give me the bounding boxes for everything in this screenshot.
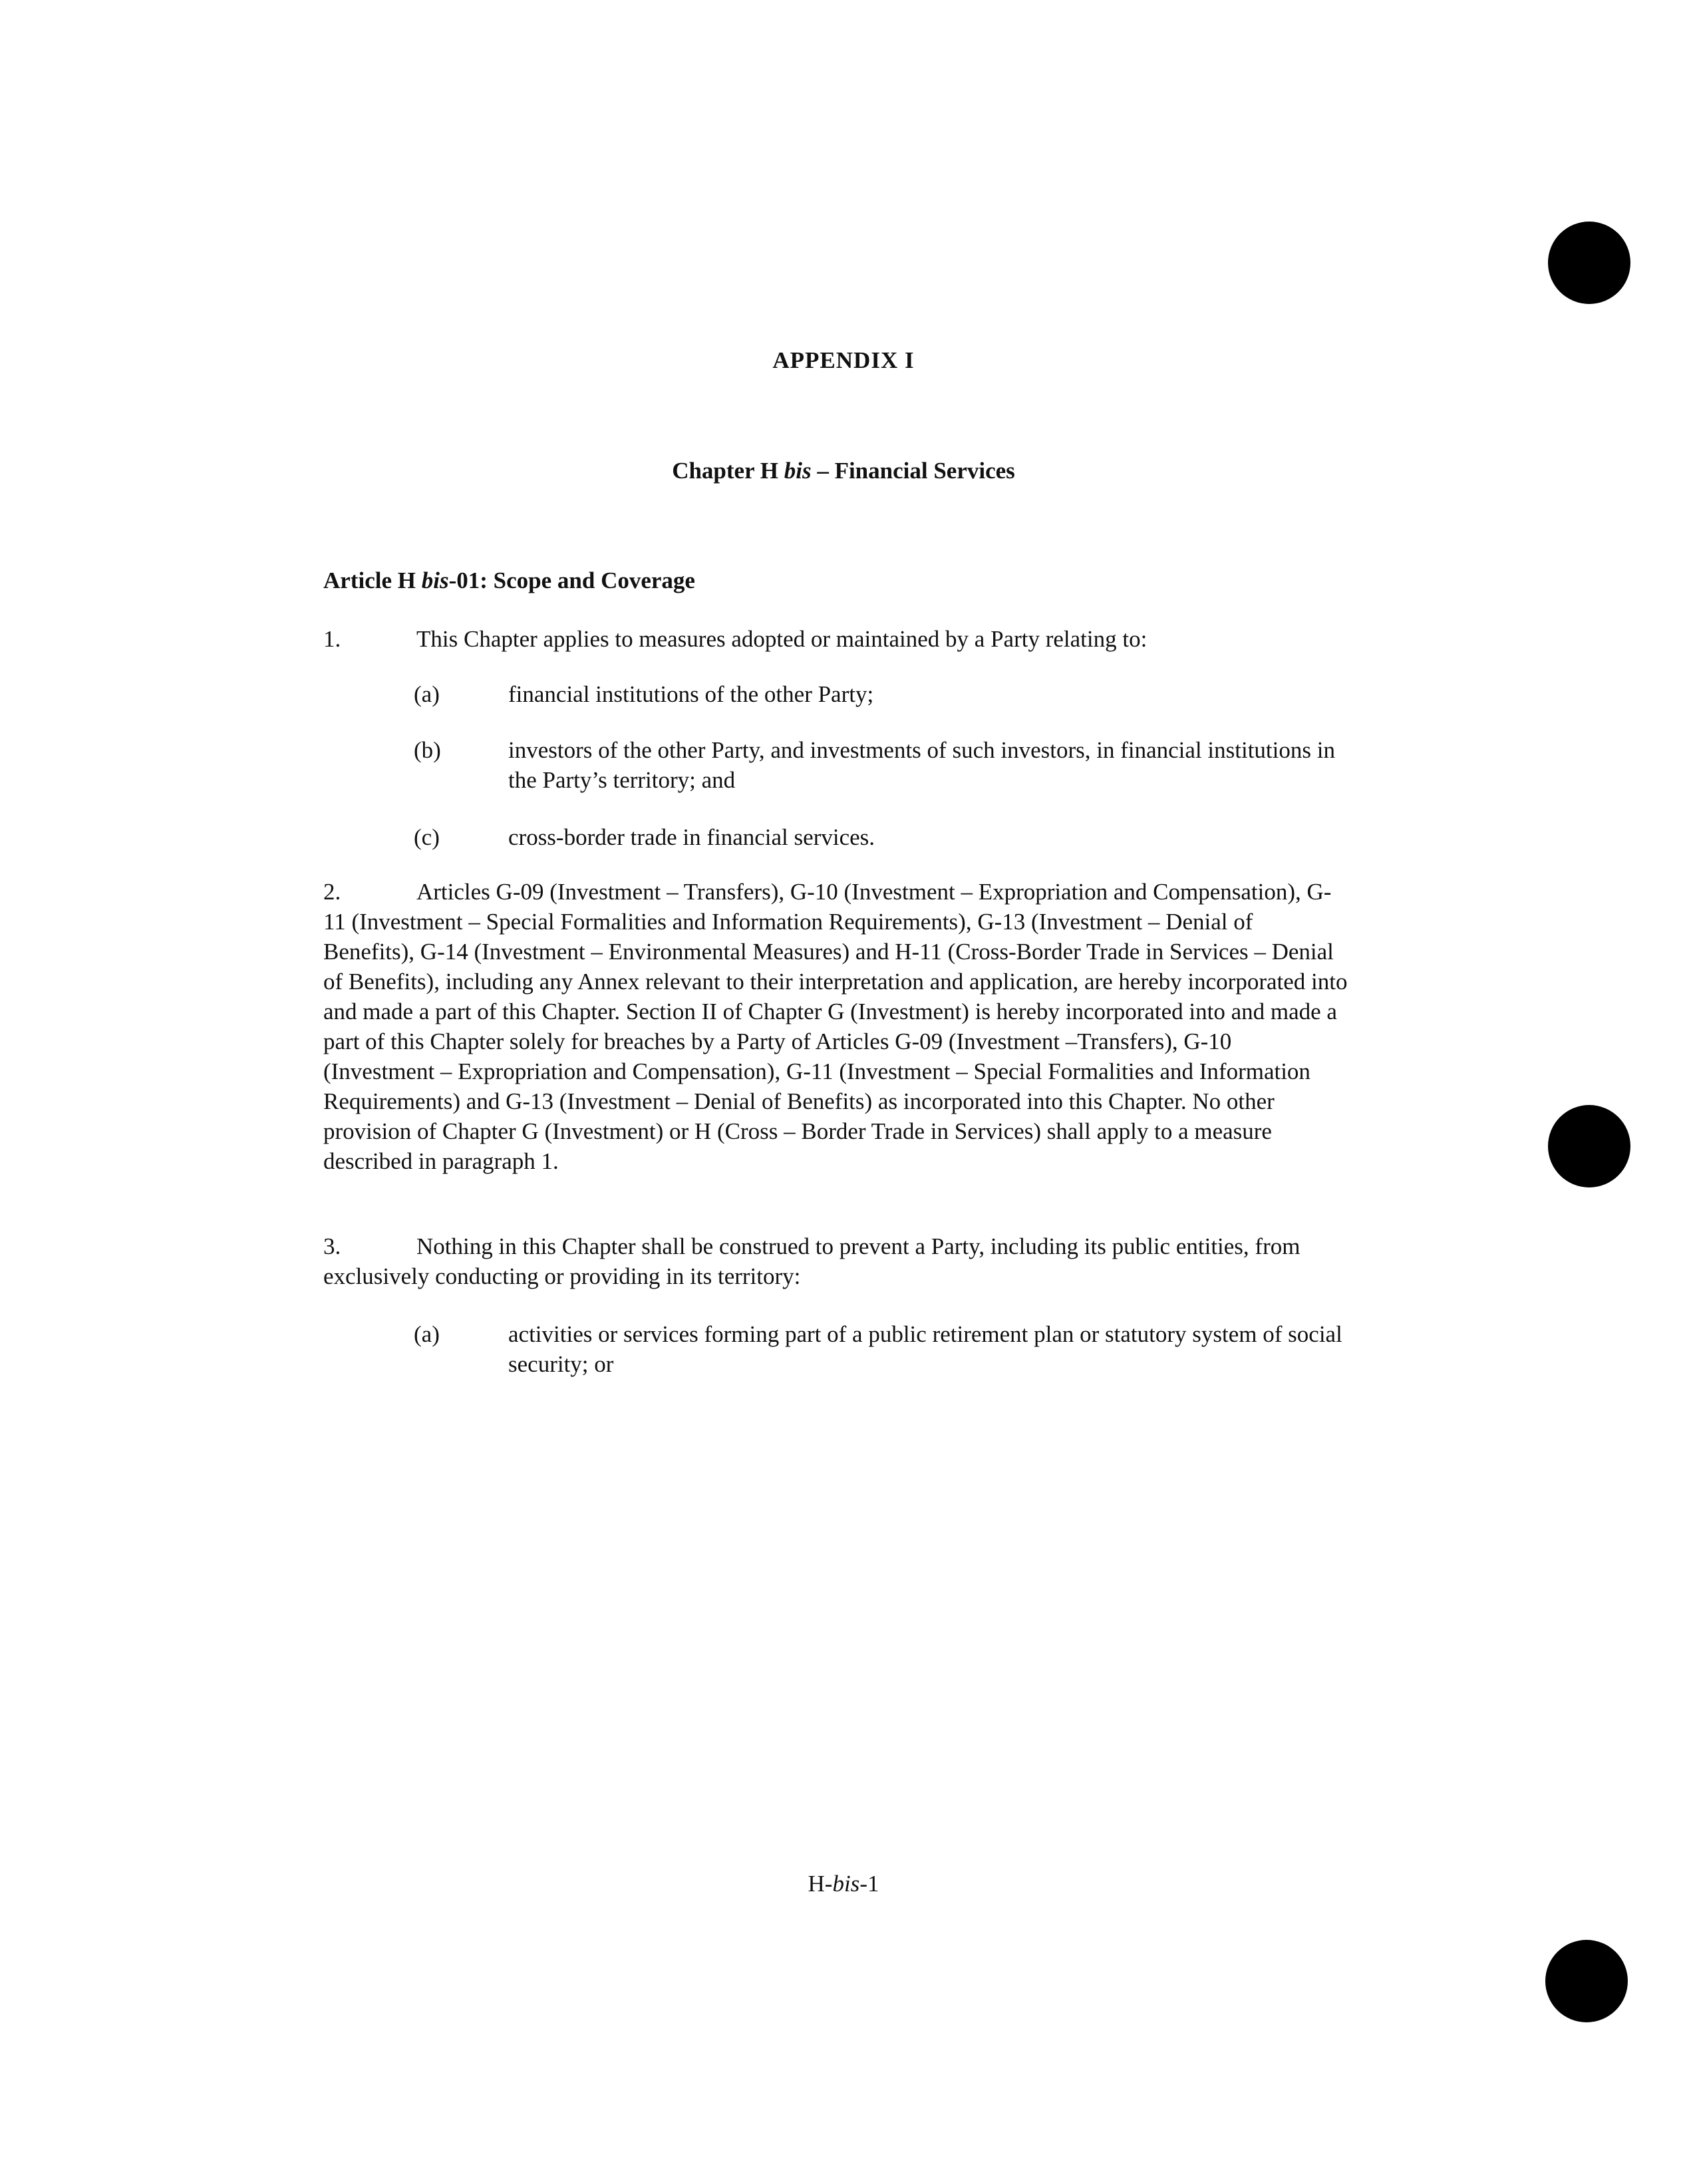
chapter-title-italic: bis [784, 458, 812, 484]
paragraph-1 [323, 624, 1348, 654]
paragraph-text: Nothing in this Chapter shall be construed to prevent a Party, including its public entities, from exclusively conducting or providing in its territory: [323, 1233, 1301, 1289]
article-heading-italic: bis [421, 567, 449, 593]
paragraph-text: Articles G-09 (Investment – Transfers), G-10 (Investment – Expropriation and Compensation), G-11 (Investment – Special Formalities and Information Requirements), G-13 (Investment – Denial of Benefits), G-14 (Investment – Environmental Measures) and H-11 (Cross-Border Trade in Services – Denial of Benefits), including any Annex relevant to their interpretation and application, are hereby incorporated into and made a part of this Chapter. Section II of Chapter G (Investment) is hereby incorporated into and made a part of this Chapter solely for breaches by a Party of Articles G-09 (Investment –Transfers), G-10 (Investment – Expropriation and Compensation), G-11 (Investment – Special Formalities and Information Requirements) and G-13 (Investment – Denial of Benefits) as incorporated into this Chapter. No other provision of Chapter G (Investment) or H (Cross – Border Trade in Services) shall apply to a measure described in paragraph 1. [323, 879, 1348, 1174]
paragraph-text: This Chapter applies to measures adopted or maintained by a Party relating to: [416, 626, 1148, 652]
page-number-suffix: -1 [859, 1871, 879, 1897]
list-item-label: (c) [414, 824, 440, 850]
list-item-text: investors of the other Party, and investments of such investors, in financial institutions in the Party’s territory; and [508, 737, 1335, 793]
paragraph-2 [323, 877, 1348, 1176]
page-number-prefix: H- [808, 1871, 833, 1897]
chapter-title-prefix: Chapter H [672, 458, 784, 484]
list-item-label: (a) [414, 681, 440, 707]
article-heading-prefix: Article H [323, 567, 422, 593]
punch-hole-icon [1548, 222, 1630, 304]
list-item-text: activities or services forming part of a public retirement plan or statutory system of social security; or [508, 1321, 1342, 1377]
page-number [0, 1871, 1687, 1897]
list-item-label: (b) [414, 737, 441, 763]
paragraph-3 [323, 1231, 1348, 1291]
page-number-italic: bis [832, 1871, 860, 1897]
article-heading [323, 567, 695, 594]
list-item-text: cross-border trade in financial services. [508, 824, 875, 850]
paragraph-number: 2. [323, 879, 341, 905]
punch-hole-icon [1548, 1105, 1630, 1187]
paragraph-number: 1. [323, 626, 341, 652]
punch-hole-icon [1545, 1940, 1628, 2022]
chapter-title [0, 458, 1687, 484]
appendix-title: APPENDIX I [772, 347, 915, 373]
list-item-text: financial institutions of the other Party; [508, 681, 874, 707]
list-item-label: (a) [414, 1321, 440, 1347]
paragraph-number: 3. [323, 1233, 341, 1259]
chapter-title-suffix: – Financial Services [811, 458, 1015, 484]
article-heading-suffix: -01: Scope and Coverage [448, 567, 695, 593]
